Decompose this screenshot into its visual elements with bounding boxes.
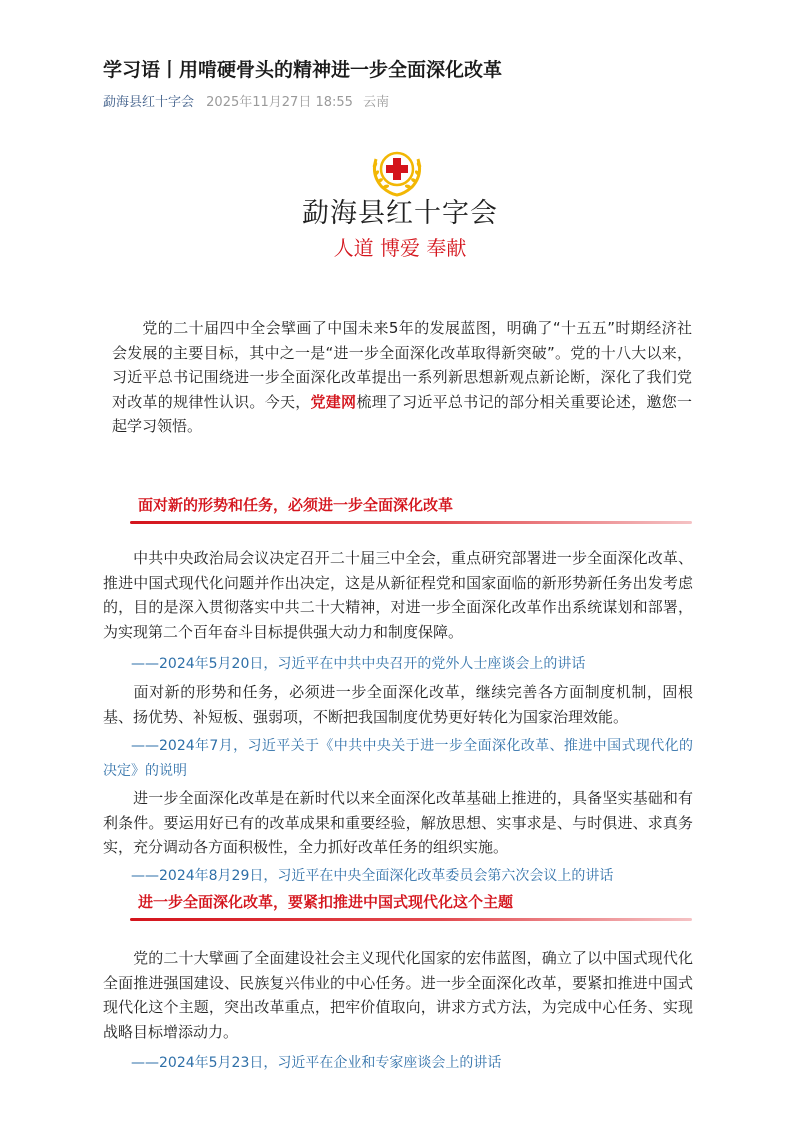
section1-citation-3 [103, 864, 693, 889]
section2-paragraph-1 [103, 946, 693, 1044]
citation-text: ——2024年8月29日，习近平在中央全面深化改革委员会第六次会议上的讲话 [131, 868, 614, 884]
citation-text: ——2024年5月23日，习近平在企业和专家座谈会上的讲话 [131, 1055, 502, 1071]
publish-date: 2025年11月27日 18:55 [206, 95, 353, 110]
section2-citation-1 [103, 1051, 693, 1076]
intro-paragraph [112, 316, 692, 439]
section-heading-1 [130, 494, 692, 524]
section-heading-underline [130, 918, 692, 921]
section1-citation-2 [103, 734, 693, 783]
publish-location: 云南 [363, 95, 390, 110]
paragraph-text: 面对新的形势和任务，必须进一步全面深化改革，继续完善各方面制度机制，固根基、扬优势、补短板、强弱项，不断把我国制度优势更好转化为国家治理效能。 [103, 683, 693, 726]
section1-citation-1 [103, 652, 693, 677]
article-title: 学习语丨用啃硬骨头的精神进一步全面深化改革 [103, 59, 503, 81]
paragraph-text: 党的二十大擘画了全面建设社会主义现代化国家的宏伟蓝图，确立了以中国式现代化全面推进强国建设、民族复兴伟业的中心任务。进一步全面深化改革，要紧扣推进中国式现代化这个主题，突出改革重点，把牢价值取向，讲求方式方法，为完成中心任务、实现战略目标增添动力。 [103, 949, 693, 1041]
section1-paragraph-1 [103, 546, 693, 644]
red-cross-logo [300, 145, 500, 265]
section1-paragraph-2 [103, 680, 693, 729]
red-cross-emblem-icon [368, 145, 426, 197]
article-meta [103, 93, 395, 113]
section-heading-text: 面对新的形势和任务，必须进一步全面深化改革 [138, 496, 454, 514]
author-link[interactable]: 勐海县红十字会 [103, 95, 195, 110]
section-heading-2 [130, 891, 692, 921]
paragraph-text: 进一步全面深化改革是在新时代以来全面深化改革基础上推进的，具备坚实基础和有利条件。要运用好已有的改革成果和重要经验，解放思想、实事求是、与时俱进、求真务实，充分调动各方面积极性，全力抓好改革任务的组织实施。 [103, 789, 693, 856]
section1-paragraph-3 [103, 786, 693, 860]
section-heading-underline [130, 521, 692, 524]
paragraph-text: 中共中央政治局会议决定召开二十届三中全会，重点研究部署进一步全面深化改革、推进中国式现代化问题并作出决定，这是从新征程党和国家面临的新形势新任务出发考虑的，目的是深入贯彻落实中共二十大精神，对进一步全面深化改革作出系统谋划和部署，为实现第二个百年奋斗目标提供强大动力和制度保障。 [103, 549, 693, 641]
intro-text-after: 梳理了习近平总书记的部分相关重要论述，邀您一起学习领悟。 [112, 392, 692, 435]
logo-org-name: 勐海县红十字会 [302, 198, 498, 229]
section-heading-text: 进一步全面深化改革，要紧扣推进中国式现代化这个主题 [138, 893, 514, 911]
intro-text-before: 党的二十届四中全会擘画了中国未来5年的发展蓝图，明确了“十五五”时期经济社会发展的主要目标，其中之一是“进一步全面深化改革取得新突破”。党的十八大以来，习近平总书记围绕进一步全面深化改革提出一系列新思想新观点新论断，深化了我们党对改革的规律性认识。今天， [112, 319, 692, 411]
citation-text: ——2024年7月，习近平关于《中共中央关于进一步全面深化改革、推进中国式现代化的决定》的说明 [103, 738, 693, 779]
dangjian-link[interactable]: 党建网 [310, 392, 357, 411]
citation-text: ——2024年5月20日，习近平在中共中央召开的党外人士座谈会上的讲话 [131, 656, 586, 672]
logo-motto: 人道 博爱 奉献 [333, 236, 467, 260]
